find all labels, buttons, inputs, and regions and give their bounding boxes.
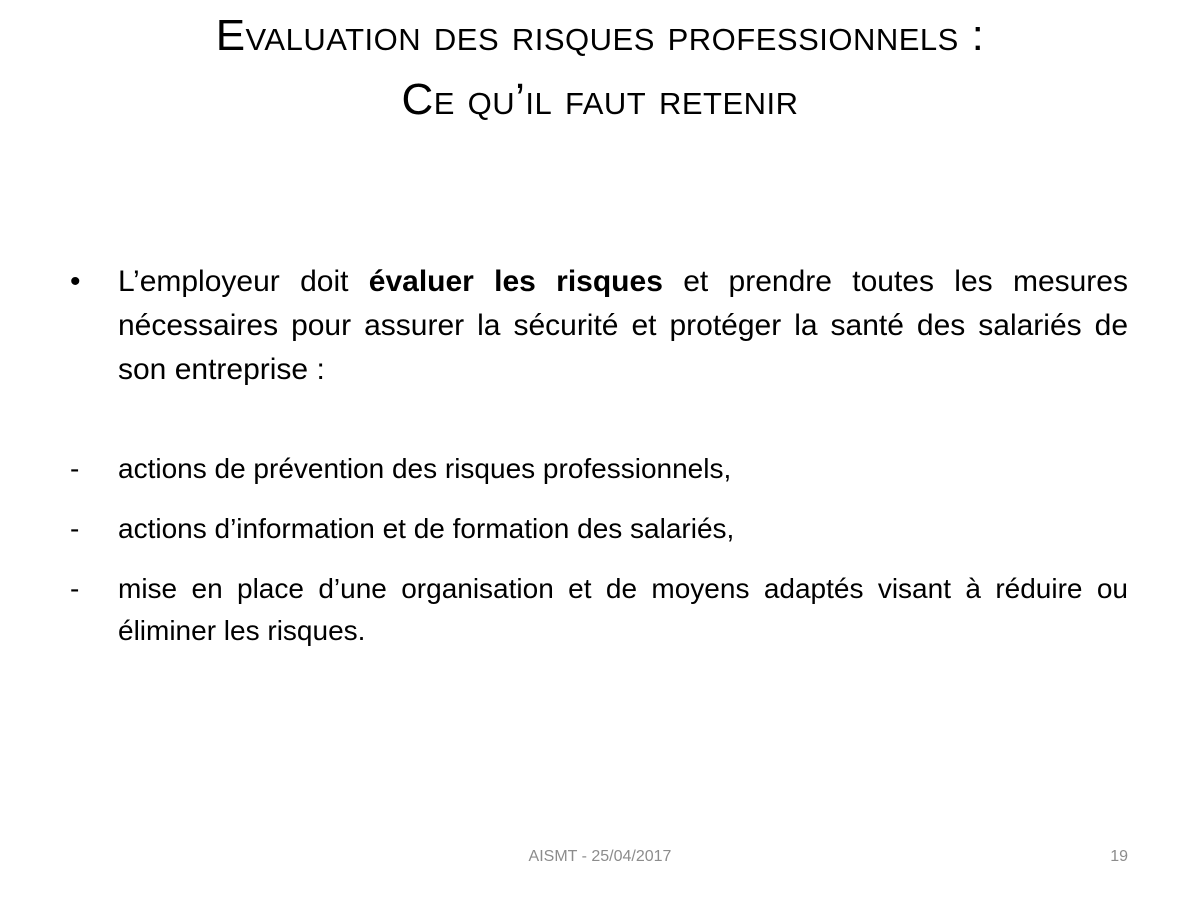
list-item: [70, 448, 1128, 490]
title-line-1: Evaluation des risques professionnels :: [215, 11, 985, 60]
list-item-text: actions de prévention des risques professionnels,: [118, 453, 732, 484]
dash-marker: -: [70, 513, 80, 544]
main-bullet: [70, 260, 1128, 392]
slide-title: [60, 4, 1140, 132]
dash-marker: -: [70, 573, 80, 604]
bullet-text: [118, 260, 1128, 392]
list-item-text: actions d’information et de formation des salariés,: [118, 513, 735, 544]
bullet-text-before: L’employeur doit: [118, 265, 369, 298]
list-item: [70, 508, 1128, 550]
footer-date: AISMT - 25/04/2017: [528, 848, 672, 865]
actions-list: [70, 448, 1128, 670]
list-item: [70, 568, 1128, 652]
dash-marker: -: [70, 453, 80, 484]
page-number: 19: [1110, 848, 1128, 865]
bullet-text-bold: évaluer les risques: [368, 265, 663, 298]
bullet-marker: •: [70, 265, 81, 298]
list-item-text: mise en place d’une organisation et de moyens adaptés visant à réduire ou éliminer les risques.: [118, 573, 1128, 646]
bullet-text-after: et prendre toutes les mesures nécessaires pour assurer la sécurité et protéger la santé des salariés de son entreprise :: [118, 265, 1128, 386]
title-line-2: Ce qu’il faut retenir: [401, 75, 799, 124]
